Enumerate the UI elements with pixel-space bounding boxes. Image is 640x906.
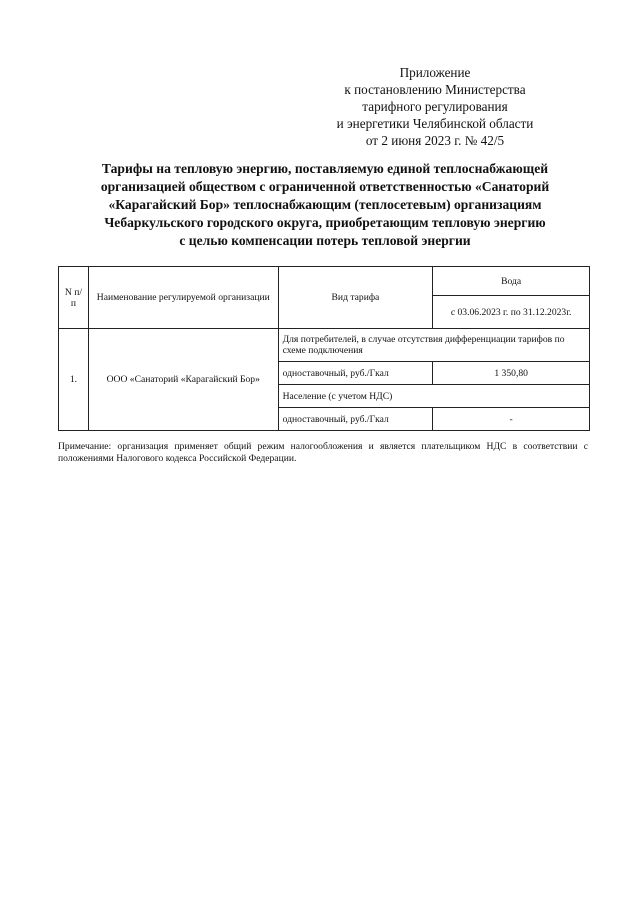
header-num: N п/п <box>59 267 89 329</box>
title-line-4: Чебаркульского городского округа, приобретающим тепловую энергию <box>104 215 546 230</box>
title-line-3: «Карагайский Бор» теплоснабжающим (теплосетевым) организациям <box>108 197 542 212</box>
appendix-line-4: и энергетики Челябинской области <box>336 116 534 131</box>
appendix-line-3: тарифного регулирования <box>362 99 508 114</box>
tariff-table <box>58 266 590 431</box>
table-row <box>59 329 590 362</box>
appendix-line-5: от 2 июня 2023 г. № 42/5 <box>365 133 505 148</box>
row-population-label: Население (с учетом НДС) <box>278 385 589 408</box>
row-num: 1. <box>59 329 89 431</box>
appendix-line-2: к постановлению Министерства <box>344 82 526 97</box>
row-tariff2-label: одноставочный, руб./Гкал <box>278 408 433 431</box>
row-tariff1-label: одноставочный, руб./Гкал <box>278 362 433 385</box>
title-line-5: с целью компенсации потерь тепловой энергии <box>179 233 471 248</box>
row-tariff2-value: - <box>433 408 590 431</box>
row-tariff1-value: 1 350,80 <box>433 362 590 385</box>
appendix-header <box>300 64 570 149</box>
header-period: с 03.06.2023 г. по 31.12.2023г. <box>433 296 590 329</box>
title-line-2: организацией обществом с ограниченной ответственностью «Санаторий <box>100 179 550 194</box>
header-org: Наименование регулируемой организации <box>88 267 278 329</box>
table-header-row <box>59 267 590 296</box>
footnote: Примечание: организация применяет общий режим налогообложения и является плательщиком НДС в соответствии с положениями Налогового кодекса Российской Федерации. <box>58 441 588 464</box>
header-tariff-type: Вид тарифа <box>278 267 433 329</box>
header-water: Вода <box>433 267 590 296</box>
row-org: ООО «Санаторий «Карагайский Бор» <box>88 329 278 431</box>
title-line-1: Тарифы на тепловую энергию, поставляемую единой теплоснабжающей <box>101 161 549 176</box>
appendix-line-1: Приложение <box>399 65 471 80</box>
row-consumers-label: Для потребителей, в случае отсутствия дифференциации тарифов по схеме подключения <box>278 329 589 362</box>
document-title <box>55 160 595 250</box>
